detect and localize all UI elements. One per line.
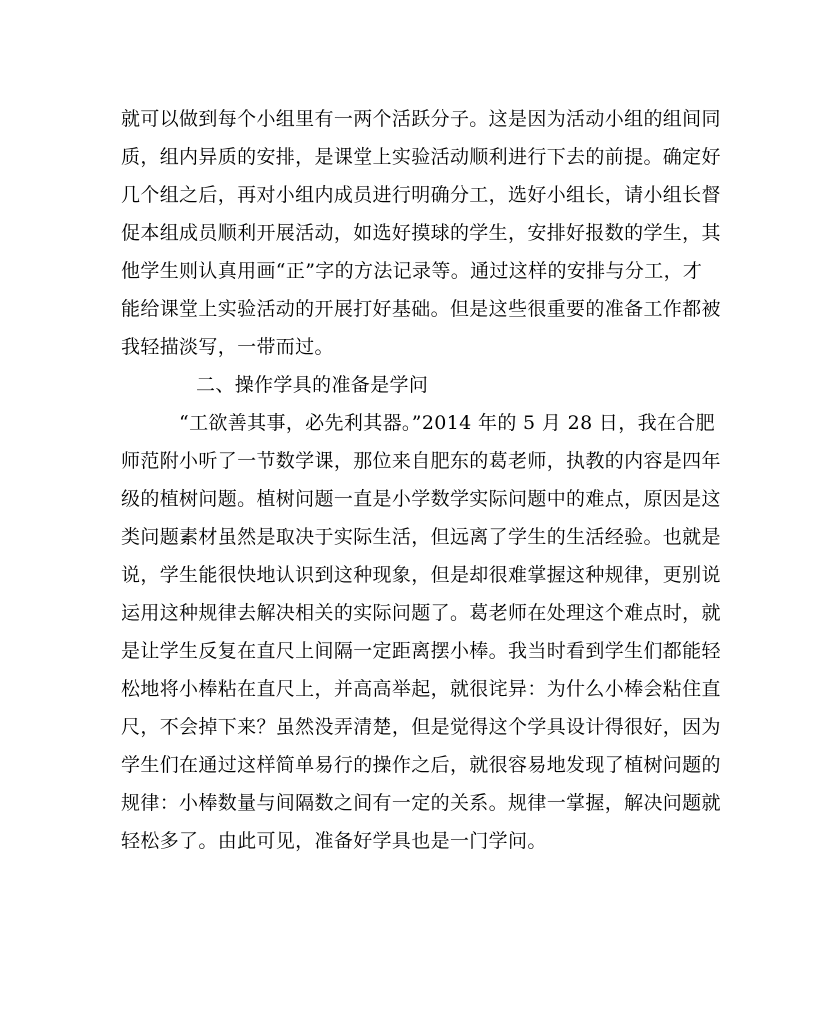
paragraph-line: 级的植树问题。植树问题一直是小学数学实际问题中的难点，原因是这 — [121, 488, 721, 510]
paragraph-2 — [121, 404, 721, 860]
paragraph-line: 运用这种规律去解决相关的实际问题了。葛老师在处理这个难点时，就 — [121, 602, 721, 624]
paragraph-line: 几个组之后，再对小组内成员进行明确分工，选好小组长，请小组长督 — [121, 184, 721, 206]
paragraph-line: 能给课堂上实验活动的开展打好基础。但是这些很重要的准备工作都被 — [121, 298, 721, 320]
document-body — [121, 100, 721, 860]
paragraph-line: 学生们在通过这样简单易行的操作之后，就很容易地发现了植树问题的 — [121, 754, 721, 776]
paragraph-line: 松地将小棒粘在直尺上，并高高举起，就很诧异：为什么小棒会粘住直 — [121, 678, 721, 700]
section-heading: 二、操作学具的准备是学问 — [196, 374, 429, 396]
paragraph-line: 规律：小棒数量与间隔数之间有一定的关系。规律一掌握，解决问题就 — [121, 792, 721, 814]
paragraph-line: 说，学生能很快地认识到这种现象，但是却很难掌握这种规律，更别说 — [121, 564, 721, 586]
paragraph-line: 类问题素材虽然是取决于实际生活，但远离了学生的生活经验。也就是 — [121, 526, 721, 548]
paragraph-line: 我轻描淡写，一带而过。 — [121, 336, 334, 358]
paragraph-line: 就可以做到每个小组里有一两个活跃分子。这是因为活动小组的组间同 — [121, 108, 721, 130]
paragraph-line: 促本组成员顺利开展活动，如选好摸球的学生，安排好报数的学生，其 — [121, 222, 721, 244]
paragraph-line: 尺，不会掉下来？虽然没弄清楚，但是觉得这个学具设计得很好，因为 — [121, 716, 721, 738]
paragraph-line: 师范附小听了一节数学课，那位来自肥东的葛老师，执教的内容是四年 — [121, 450, 721, 472]
paragraph-line: 轻松多了。由此可见，准备好学具也是一门学问。 — [121, 830, 547, 852]
paragraph-1 — [121, 100, 721, 366]
paragraph-line: 他学生则认真用画“正”字的方法记录等。通过这样的安排与分工，才 — [121, 260, 703, 282]
paragraph-line: 是让学生反复在直尺上间隔一定距离摆小棒。我当时看到学生们都能轻 — [121, 640, 721, 662]
paragraph-line: “工欲善其事，必先利其器。”2014 年的 5 月 28 日，我在合肥 — [179, 412, 715, 434]
paragraph-line: 质，组内异质的安排，是课堂上实验活动顺利进行下去的前提。确定好 — [121, 146, 721, 168]
